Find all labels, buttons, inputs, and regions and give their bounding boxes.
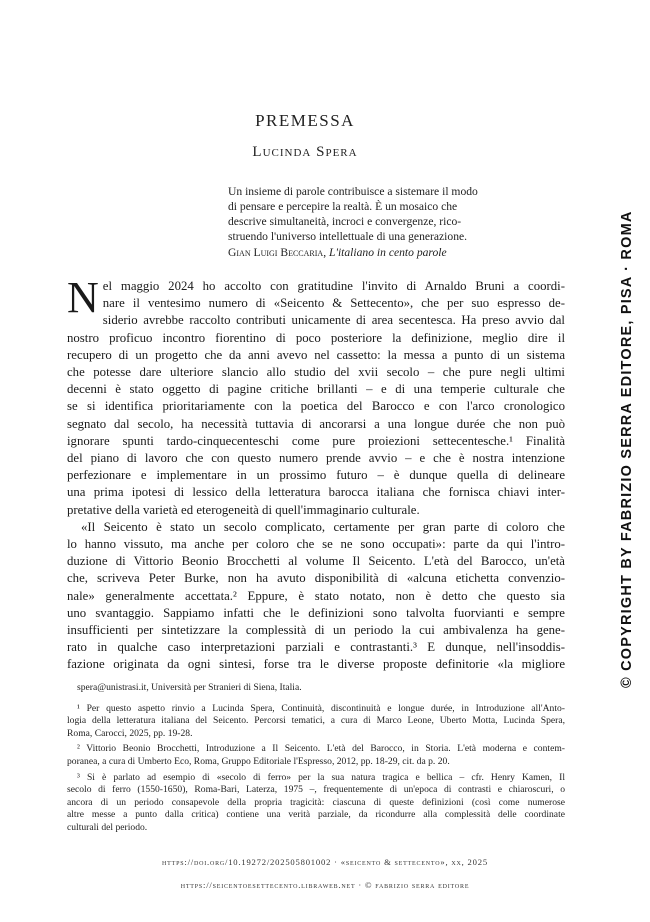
body-line: fazione originata da ogni sintesi, forse tra le diverse proposte definitorie «la migliore [67, 657, 565, 672]
copyright-text: © COPYRIGHT BY FABRIZIO SERRA EDITORE, PISA · ROMA [619, 210, 635, 688]
body-line: siderio avrebbe raccolto contributi unicamente di area secentesca. Ha preso avvio dal [102, 313, 565, 328]
epigraph-attribution-work: L'italiano in cento parole [329, 246, 447, 259]
body-line: rato in qualche caso interpretazioni parziali e contrastanti.³ E dunque, nell'insoddis- [67, 640, 565, 655]
footnotes [67, 682, 565, 838]
body-line: recupero di un progetto che da anni avevo nel cassetto: la messa a punto di un sistema [67, 347, 565, 362]
body-line: nare il ventesimo numero di «Seicento & Settecento», che per suo espresso de- [102, 296, 565, 311]
footnote-line: altre messe a punto dalla critica) contiene una verità parziale, da ricondurre alla complessità delle coordinate [67, 809, 565, 821]
body-line: se si identifica prioritariamente con la poetica del Barocco e con l'arco cronologico [67, 399, 565, 414]
footnote-line: ³ Si è parlato ad esempio di «secolo di ferro» per la sua natura tragica e bellica – cfr. Henry Kamen, Il [77, 771, 565, 783]
body-line: nostro proficuo incontro fiorentino di poco posteriore la definizione, meglio dire il [67, 330, 565, 345]
body-line: perfezionare e implementare in un prossimo futuro – è dunque quella di delineare [67, 468, 565, 483]
body-line: insufficienti per sintetizzare la complessità di un periodo la cui ambivalenza ha gene- [67, 623, 565, 638]
body-line: ignorare spunti tardo-cinquecenteschi come pure proiezioni settecentesche.¹ Finalità [67, 433, 565, 448]
body-line: nale» generalmente accettata.² Eppure, è stato notato, non è detto che questo sia [67, 588, 565, 603]
epigraph-line: di pensare e percepire la realtà. È un mosaico che [228, 200, 458, 213]
epigraph-line: descrive simultaneità, incroci e convergenze, rico- [228, 215, 462, 228]
epigraph-line: Un insieme di parole contribuisce a sistemare il modo [228, 185, 478, 198]
body-line: duzione di Vittorio Beonio Brocchetti al volume Il Seicento. L'età del Barocco, un'età [67, 554, 565, 569]
footnote-line: secolo di ferro (1550-1650), Roma-Bari, Laterza, 1975 –, frequentemente di un'epoca di contrasti e chiaroscuri, o [67, 784, 565, 796]
footnote-line: logia della letteratura italiana del Seicento. Percorsi tematici, a cura di Marco Leone, Uberto Motta, Lucinda Spera, [67, 715, 565, 727]
footnote-2 [67, 743, 565, 768]
footnote-line: poranea, a cura di Umberto Eco, Roma, Gruppo Editoriale l'Espresso, 2012, pp. 18-29, cit. da p. 20. [67, 755, 450, 767]
footnote-line: ¹ Per questo aspetto rinvio a Lucinda Spera, Continuità, discontinuità e longue durée, in Introduzione all'Anto- [77, 702, 565, 714]
epigraph-attribution [228, 245, 564, 260]
body-text [67, 273, 565, 674]
epigraph [228, 184, 564, 260]
footnote-line: Roma, Carocci, 2025, pp. 19-28. [67, 727, 193, 739]
paragraph-1 [67, 273, 565, 519]
drop-cap: N [67, 273, 99, 322]
author-name: Lucinda Spera [252, 144, 358, 160]
paragraph-2 [67, 519, 565, 674]
body-line: che, scriveva Peter Burke, non ha avuto disponibilità di «alcuna etichetta convenzio- [67, 571, 565, 586]
footnote-3 [67, 772, 565, 835]
body-line: segnato dal secolo, ha necessità tuttavia di ancorarsi a una longue durée che non può [67, 416, 565, 431]
footnote-line: ancora di un periodo consapevole della propria tragicità: ciascuna di queste definizioni (così come numerose [67, 796, 565, 808]
page-title: PREMESSA [255, 111, 355, 130]
author-affiliation: spera@unistrasi.it, Università per Stranieri di Siena, Italia. [77, 682, 302, 693]
body-line: una prima ipotesi di lessico della letteratura barocca italiana che fornisca chiavi inter- [67, 485, 565, 500]
body-line: «Il Seicento è stato un secolo complicato, certamente per gran parte di coloro che [81, 519, 565, 534]
body-line: del piano di lavoro che con questo numero prende avvio – e che è nostra intenzione [67, 451, 565, 466]
body-line: uno svantaggio. Sappiamo infatti che le definizioni sono talvolta fuorvianti e sempre [67, 605, 565, 620]
footnote-1 [67, 703, 565, 741]
body-line: che potesse dare ulteriore slancio allo studio del xvii secolo – che pure negli ultimi [67, 365, 565, 380]
epigraph-attribution-name: Gian Luigi Beccaria, [228, 246, 327, 259]
epigraph-line: struendo l'universo intellettuale di una generazione. [228, 230, 468, 243]
doi-footer: https://doi.org/10.19272/202505801002 · «seicento & settecento», xx, 2025 [162, 857, 488, 867]
body-line: lo hanno vissuto, ma anche per coloro che se ne sono occupati»: parte da qui l'intro- [67, 537, 565, 552]
footnote-line: ² Vittorio Beonio Brocchetti, Introduzione a Il Seicento. L'età del Barocco, in Storia. L'età moderna e contem- [77, 743, 565, 755]
footnote-line: culturali del periodo. [67, 821, 148, 833]
body-line: pretative della varietà ed eterogeneità di quell'immaginario culturale. [67, 502, 420, 517]
body-line: decenni è stato oggetto di pagine critiche brillanti – e di una temperie culturale che [67, 382, 565, 397]
publisher-footer: https://seicentoesettecento.libraweb.net · © fabrizio serra editore [180, 880, 470, 890]
body-line: el maggio 2024 ho accolto con gratitudine l'invito di Arnaldo Bruni a coordi- [102, 279, 565, 293]
